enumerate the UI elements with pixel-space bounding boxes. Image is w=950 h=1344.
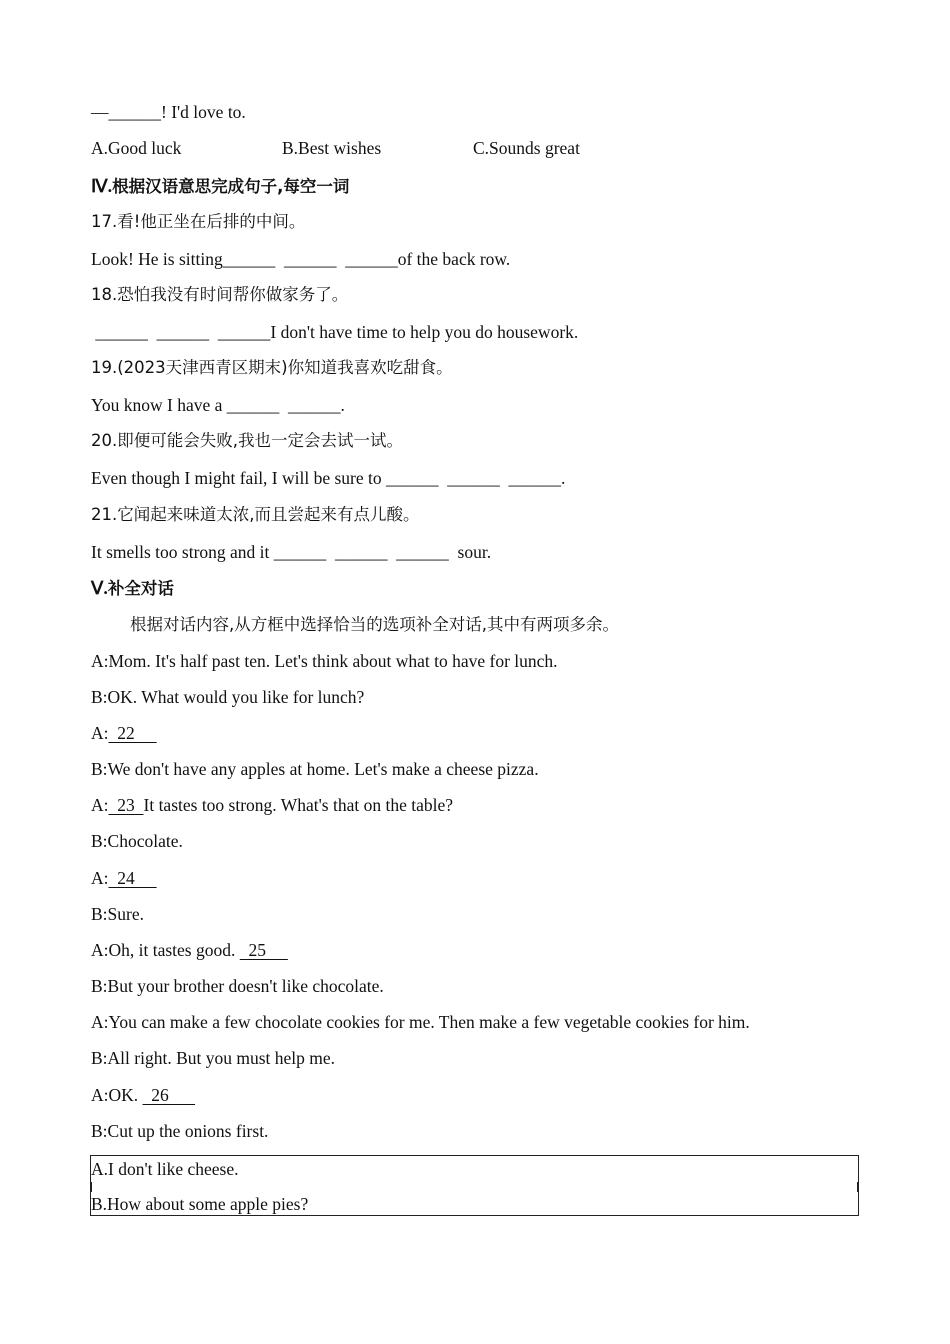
section-4-title: 根据汉语意思完成句子,每空一词: [112, 177, 350, 196]
dialogue-line: [91, 756, 539, 782]
dialogue-text: A:OK.: [91, 1085, 143, 1105]
dialogue-line: [91, 1009, 750, 1035]
dialogue-text: B:But your brother doesn't like chocolate.: [91, 976, 384, 996]
dialogue-line: [91, 684, 364, 710]
section-5-instruction: 根据对话内容,从方框中选择恰当的选项补全对话,其中有两项多余。: [130, 615, 619, 634]
q18-chinese: 18.恐怕我没有时间帮你做家务了。: [91, 285, 349, 304]
dialogue-text: B:Chocolate.: [91, 831, 183, 851]
section-5-title: 补全对话: [107, 579, 174, 598]
section-5-numeral: Ⅴ.: [91, 578, 108, 598]
option-a: A.I don't like cheese.: [91, 1159, 239, 1179]
dialogue-text: B:Sure.: [91, 904, 144, 924]
box-divider: [857, 1182, 858, 1192]
section-4-heading: [91, 173, 349, 199]
dialogue-text: A:: [91, 723, 109, 743]
option-b: B.How about some apple pies?: [91, 1194, 309, 1214]
dialogue-line: [91, 1045, 335, 1071]
dialogue-text: B:We don't have any apples at home. Let's make a cheese pizza.: [91, 759, 539, 779]
dialogue-line: [91, 865, 157, 891]
options-box: [90, 1155, 859, 1216]
blank-25[interactable]: 25: [239, 940, 288, 960]
dialogue-line: [91, 648, 558, 674]
section-4-numeral: Ⅳ.: [91, 176, 113, 196]
q17-english: Look! He is sitting______ ______ ______of the back row.: [91, 249, 511, 269]
dialogue-text: B:All right. But you must help me.: [91, 1048, 336, 1068]
dialogue-text: A:Mom. It's half past ten. Let's think about what to have for lunch.: [91, 651, 558, 671]
dialogue-line: [91, 1118, 268, 1144]
section-5-heading: [91, 575, 174, 601]
q16-response: —______! I'd love to.: [91, 102, 246, 122]
q16-option-c: C.Sounds great: [473, 138, 580, 158]
blank-23[interactable]: 23: [108, 795, 144, 815]
dialogue-line: [91, 901, 144, 927]
dialogue-line: [91, 792, 453, 818]
dialogue-text: A:Oh, it tastes good.: [91, 940, 240, 960]
blank-26[interactable]: 26: [142, 1085, 196, 1105]
dialogue-line: [91, 720, 157, 746]
q19-chinese: 19.(2023天津西青区期末)你知道我喜欢吃甜食。: [91, 358, 453, 377]
q16-option-a: A.Good luck: [91, 138, 182, 158]
dialogue-text: A:You can make a few chocolate cookies for me. Then make a few vegetable cookies for him.: [91, 1012, 750, 1032]
q17-chinese: 17.看!他正坐在后排的中间。: [91, 212, 306, 231]
q16-option-b: B.Best wishes: [282, 138, 382, 158]
blank-22[interactable]: 22: [108, 723, 157, 743]
dialogue-text: It tastes too strong. What's that on the table?: [143, 795, 453, 815]
q21-chinese: 21.它闻起来味道太浓,而且尝起来有点儿酸。: [91, 505, 420, 524]
dialogue-text: B:Cut up the onions first.: [91, 1121, 269, 1141]
dialogue-line: [91, 1082, 195, 1108]
q20-english: Even though I might fail, I will be sure to ______ ______ ______.: [91, 468, 566, 488]
q18-english: ______ ______ ______I don't have time to help you do housework.: [91, 322, 579, 342]
q20-chinese: 20.即便可能会失败,我也一定会去试一试。: [91, 431, 403, 450]
q16-options: [91, 135, 791, 161]
dialogue-text: A:: [91, 795, 109, 815]
dialogue-text: A:: [91, 868, 109, 888]
dialogue-text: B:OK. What would you like for lunch?: [91, 687, 365, 707]
dialogue-line: [91, 937, 288, 963]
q21-english: It smells too strong and it ______ ______ ______ sour.: [91, 542, 492, 562]
dialogue-line: [91, 973, 384, 999]
dialogue-line: [91, 828, 183, 854]
blank-24[interactable]: 24: [108, 868, 157, 888]
q19-english: You know I have a ______ ______.: [91, 395, 345, 415]
